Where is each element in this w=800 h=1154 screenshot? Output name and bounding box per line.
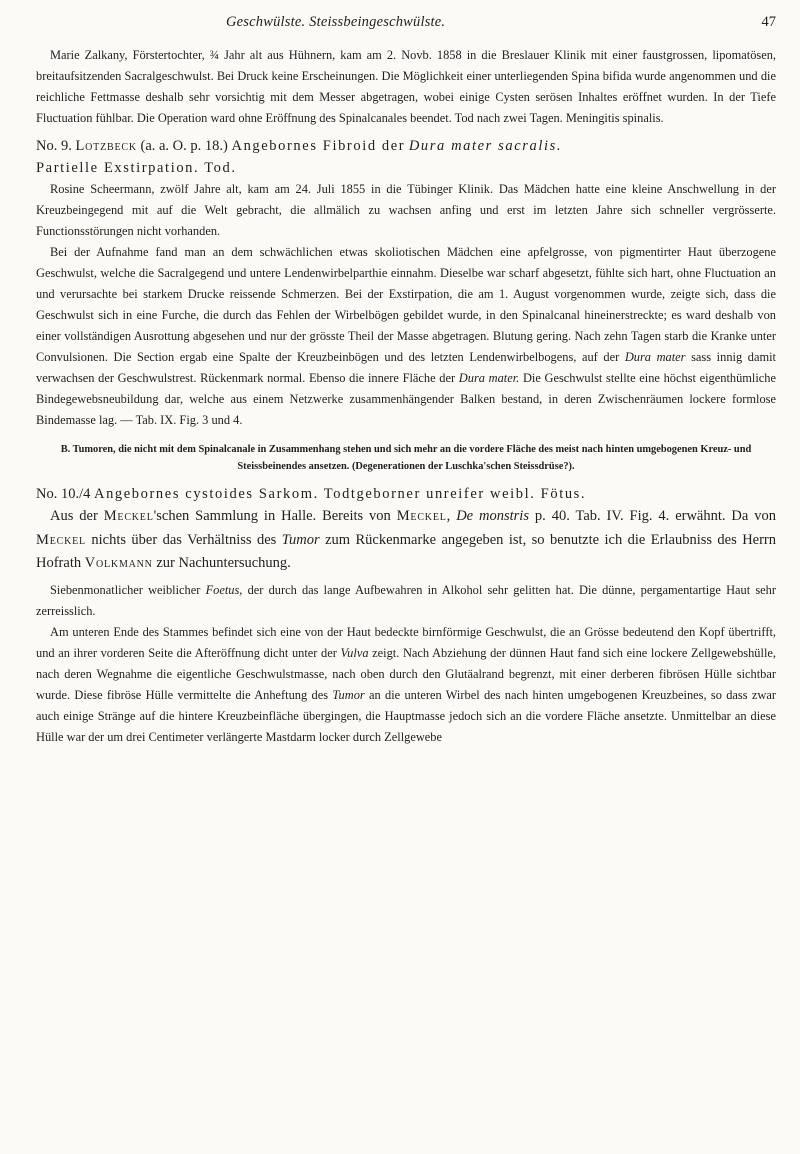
page-body (36, 45, 776, 748)
case-10-paragraph-a-text-2: der durch das lange Aufbewahren in Alkohol sehr gelitten hat. Die dünne, pergamentartige Haut sehr zerreisslich. (36, 582, 777, 618)
paragraph-zalkany (36, 45, 776, 129)
case-10-paragraph-b-text-3: an die unteren Wirbel des nach hinten umgebogenen Kreuzbeines, so dass zwar auch einige Stränge auf die hintere Kreuzbeinfläche übergingen, die Hauptmasse jedoch sich an die vordere Fläche ansetzte. Unmittelbar an diese Hülle war der um drei Centimeter verlängerte Mastdarm locker durch Zellgewebe (36, 687, 776, 744)
case-10-number: No. 10./4 (36, 486, 91, 502)
case-10-intro-text-3: , (446, 508, 451, 524)
case-9-title-2: Partielle Exstirpation. Tod. (36, 160, 237, 176)
section-b-text: B. Tumoren, die nicht mit dem Spinalcanale in Zusammenhang stehen und sich mehr an die vordere Fläche des meist nach hinten umgebogenen Kreuz- und Steissbeinendes ansetzen. (Degenerationen der Luschka'schen Steissdrüse?). (60, 444, 752, 472)
case-9-author: Lotzbeck (75, 138, 137, 154)
case-10-tumor-1: Tumor (281, 531, 320, 548)
case-9-dura-mater-2: Dura mater. (458, 371, 520, 385)
case-10-title: Angebornes cystoides Sarkom. Todtgeborner unreifer weibl. Fötus. (94, 486, 587, 502)
case-9-paragraph-b-text-2: sass innig damit verwachsen der Geschwulstrest. Rückenmark normal. Ebenso die innere Fläche der (36, 350, 776, 385)
case-9-paragraph-b-text-1: Bei der Aufnahme fand man an dem schwächlichen etwas skoliotischen Mädchen eine apfelgrosse, von pigmentirter Haut überzogene Geschwulst, welche die Sacralgegend und untere Lendenwirbelparthie einnahm. Dieselbe war scharf abgesetzt, fühlte sich hart, ohne Fluctuation an und verursachte bei starkem Drucke reissende Schmerzen. Bei der Exstirpation, die am 1. August vorgenommen wurde, zeigte sich, dass die Geschwulst sich in eine Furche, die durch das Fehlen der Wirbelbögen gebildet wurde, in den Spinalcanal hineinerstreckte; es ward deshalb von einer vollständigen Ausrottung abgesehen und nur der grösste Theil der Masse abgetragen. Blutung gering. Nach zehn Tagen starb die Kranke unter Convulsionen. Die Section ergab eine Spalte der Kreuzbeinbögen und des letzten Lendenwirbelbogens, auf der (36, 245, 776, 364)
case-10-tumor-2: Tumor (332, 687, 365, 702)
case-10-intro-text-6: zum Rückenmarke angegeben ist, so benutzte ich die Erlaubniss des Herrn Hofrath (36, 531, 777, 571)
case-10-de-monstris: De monstris (456, 508, 529, 524)
case-9-ref: (a. a. O. p. 18.) (140, 138, 228, 154)
case-10-paragraph-b-text-1: Am unteren Ende des Stammes befindet sich eine von der Haut bedeckte birnförmige Geschwulst, die an Grösse bedeutend den Kopf übertrifft, und an ihrer vorderen Seite die Afteröffnung dicht unter der (36, 624, 776, 660)
case-10-intro-text-2: 'schen Sammlung in Halle. Bereits von (153, 508, 391, 524)
running-head (36, 14, 776, 34)
case-10-intro-text-7: zur Nachuntersuchung. (156, 555, 291, 571)
case-10-intro-text-4: p. 40. Tab. IV. Fig. 4. erwähnt. Da von (534, 508, 777, 524)
case-10-intro-text-1: Aus der (50, 508, 98, 524)
case-10-vulva: Vulva (340, 645, 369, 660)
case-9-title-latin: Dura mater sacralis. (408, 138, 563, 154)
case-9-number: No. 9. (36, 138, 72, 154)
case-10-meckel-2: Meckel (396, 508, 447, 524)
case-9-paragraph-b (36, 242, 776, 431)
case-10-foetus: Foetus, (205, 582, 243, 597)
case-10-paragraph-a-text-1: Siebenmonatlicher weiblicher (50, 582, 201, 597)
case-10-paragraph-b-text-2: zeigt. Nach Abziehung der dünnen Haut fand sich eine lockere Zellgewebshülle, nach deren Wegnahme die eigentliche Geschwulstmasse, nach oben durch den Glutäalrand begrenzt, mit einer derberen fibrösen Hülle sichtbar wurde. Diese fibröse Hülle vermittelte die Anheftung des (36, 645, 776, 702)
case-10-meckel-1: Meckel (103, 508, 154, 524)
case-10-meckel-3: Meckel (36, 531, 86, 548)
case-9-dura-mater-1: Dura mater (624, 350, 686, 364)
paragraph-zalkany-text: Marie Zalkany, Förstertochter, ¾ Jahr alt aus Hühnern, kam am 2. Novb. 1858 in die Breslauer Klinik mit einer faustgrossen, lipomatösen, breitaufsitzenden Sacralgeschwulst. Bei Druck keine Erscheinungen. Die Möglichkeit einer unterliegenden Spina bifida wurde angenommen und die reichliche Fettmasse deshalb sehr vorsichtig mit dem Messer abgetragen, wobei einige Cysten serösen Inhaltes eröffnet wurden. In der Tiefe Fluctuation fühlbar. Die Operation ward ohne Eröffnung des Spinalcanales beendet. Tod nach zwei Tagen. Meningitis spinalis. (36, 48, 776, 125)
case-9-paragraph-a-text: Rosine Scheermann, zwölf Jahre alt, kam am 24. Juli 1855 in die Tübinger Klinik. Das Mädchen hatte eine kleine Anschwellung in der Kreuzbeingegend mit auf die Welt gebracht, die allmälich zu wachsen anfing und erst im letzten Jahre sich schneller vergrösserte. Functionsstörungen nicht vorhanden. (36, 182, 776, 238)
case-9-heading (36, 135, 776, 179)
section-b-heading (36, 441, 776, 475)
case-10-intro (36, 505, 776, 576)
case-10-paragraph-b (36, 622, 776, 748)
page-number: 47 (761, 14, 776, 30)
case-9-paragraph-b-text-3: Die Geschwulst stellte eine höchst eigenthümliche Bindegewebsneubildung dar, welche aus einem Netzwerke zusammenhängender Balken bestand, in deren Zwischenräumen lockere formlose Bindemasse lag. — Tab. IX. Fig. 3 und 4. (36, 371, 776, 427)
running-head-title: Geschwülste. Steissbeingeschwülste. (226, 14, 446, 30)
case-9-paragraph-a (36, 179, 776, 242)
case-10-paragraph-a (36, 580, 776, 622)
case-9-title-1: Angebornes Fibroid der (231, 138, 406, 154)
case-10-heading (36, 483, 776, 505)
case-10-volkmann: Volkmann (84, 555, 153, 571)
case-10-intro-text-5: nichts über das Verhältniss des (91, 531, 277, 548)
